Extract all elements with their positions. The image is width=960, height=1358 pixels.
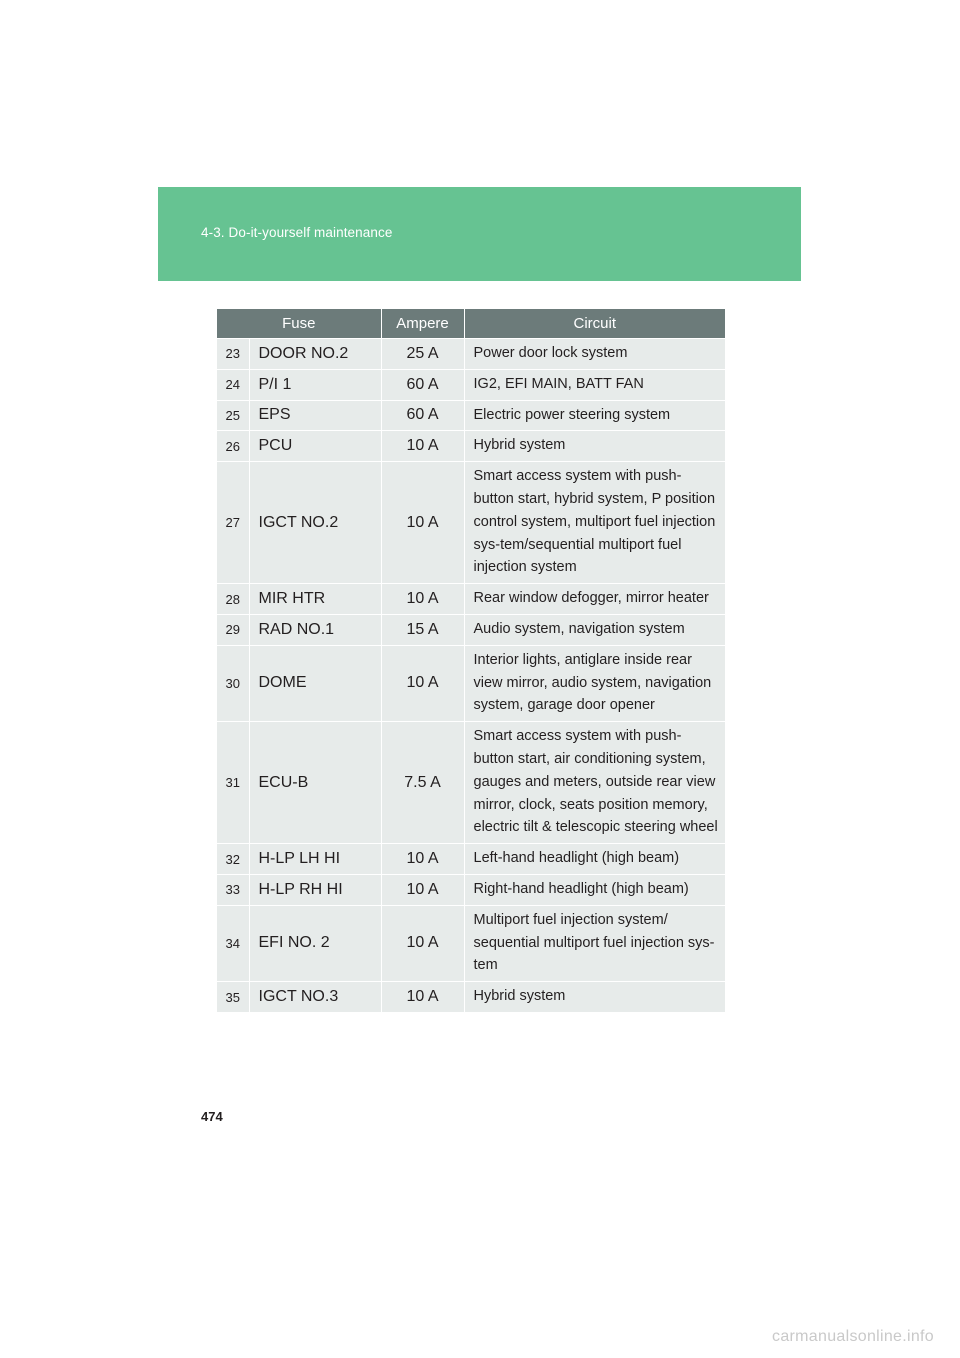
table-header-row	[217, 309, 725, 339]
fuse-circuit: Smart access system with push-button start, hybrid system, P position control system, multiport fuel injection sys-tem/sequential multiport fuel injection system	[464, 462, 725, 584]
fuse-name: P/I 1	[249, 369, 381, 400]
fuse-number: 28	[217, 584, 249, 615]
fuse-number: 24	[217, 369, 249, 400]
fuse-ampere: 25 A	[381, 339, 464, 370]
fuse-ampere: 7.5 A	[381, 722, 464, 844]
fuse-ampere: 60 A	[381, 369, 464, 400]
column-header-ampere: Ampere	[381, 309, 464, 339]
fuse-number: 30	[217, 645, 249, 721]
table-row	[217, 339, 725, 370]
fuse-number: 29	[217, 614, 249, 645]
table-row	[217, 369, 725, 400]
watermark: carmanualsonline.info	[772, 1328, 934, 1345]
table-row	[217, 584, 725, 615]
fuse-name: IGCT NO.3	[249, 982, 381, 1012]
fuse-number: 26	[217, 431, 249, 462]
table-row	[217, 844, 725, 875]
fuse-number: 33	[217, 874, 249, 905]
fuse-number: 32	[217, 844, 249, 875]
fuse-table-body	[217, 339, 725, 1012]
fuse-ampere: 15 A	[381, 614, 464, 645]
fuse-number: 27	[217, 462, 249, 584]
fuse-ampere: 10 A	[381, 844, 464, 875]
fuse-circuit: Smart access system with push-button start, air conditioning system, gauges and meters, outside rear view mirror, clock, seats position memory, electric tilt & telescopic steering wheel	[464, 722, 725, 844]
fuse-name: H-LP RH HI	[249, 874, 381, 905]
fuse-circuit: Right-hand headlight (high beam)	[464, 874, 725, 905]
fuse-circuit: Interior lights, antiglare inside rear view mirror, audio system, navigation system, garage door opener	[464, 645, 725, 721]
fuse-table	[217, 309, 725, 1012]
fuse-number: 23	[217, 339, 249, 370]
fuse-number: 31	[217, 722, 249, 844]
fuse-name: PCU	[249, 431, 381, 462]
fuse-circuit: Multiport fuel injection system/ sequential multiport fuel injection sys-tem	[464, 905, 725, 981]
fuse-ampere: 10 A	[381, 874, 464, 905]
fuse-circuit: IG2, EFI MAIN, BATT FAN	[464, 369, 725, 400]
page-number: 474	[201, 1109, 223, 1124]
fuse-name: MIR HTR	[249, 584, 381, 615]
fuse-circuit: Power door lock system	[464, 339, 725, 370]
table-row	[217, 722, 725, 844]
fuse-ampere: 10 A	[381, 584, 464, 615]
fuse-ampere: 10 A	[381, 645, 464, 721]
table-row	[217, 462, 725, 584]
fuse-ampere: 10 A	[381, 431, 464, 462]
fuse-circuit: Rear window defogger, mirror heater	[464, 584, 725, 615]
fuse-name: EPS	[249, 400, 381, 431]
fuse-ampere: 10 A	[381, 905, 464, 981]
section-header-band	[158, 187, 801, 281]
fuse-ampere: 10 A	[381, 462, 464, 584]
table-row	[217, 614, 725, 645]
fuse-name: DOOR NO.2	[249, 339, 381, 370]
fuse-circuit: Left-hand headlight (high beam)	[464, 844, 725, 875]
fuse-name: RAD NO.1	[249, 614, 381, 645]
fuse-circuit: Electric power steering system	[464, 400, 725, 431]
table-row	[217, 431, 725, 462]
fuse-number: 34	[217, 905, 249, 981]
table-row	[217, 645, 725, 721]
table-row	[217, 982, 725, 1012]
table-row	[217, 874, 725, 905]
fuse-ampere: 60 A	[381, 400, 464, 431]
fuse-name: H-LP LH HI	[249, 844, 381, 875]
fuse-circuit: Hybrid system	[464, 982, 725, 1012]
table-row	[217, 400, 725, 431]
fuse-name: DOME	[249, 645, 381, 721]
section-title: 4-3. Do-it-yourself maintenance	[201, 225, 393, 240]
fuse-name: EFI NO. 2	[249, 905, 381, 981]
fuse-number: 25	[217, 400, 249, 431]
fuse-name: IGCT NO.2	[249, 462, 381, 584]
column-header-fuse: Fuse	[217, 309, 381, 339]
fuse-circuit: Audio system, navigation system	[464, 614, 725, 645]
fuse-ampere: 10 A	[381, 982, 464, 1012]
table-row	[217, 905, 725, 981]
column-header-circuit: Circuit	[464, 309, 725, 339]
fuse-circuit: Hybrid system	[464, 431, 725, 462]
fuse-number: 35	[217, 982, 249, 1012]
fuse-name: ECU-B	[249, 722, 381, 844]
